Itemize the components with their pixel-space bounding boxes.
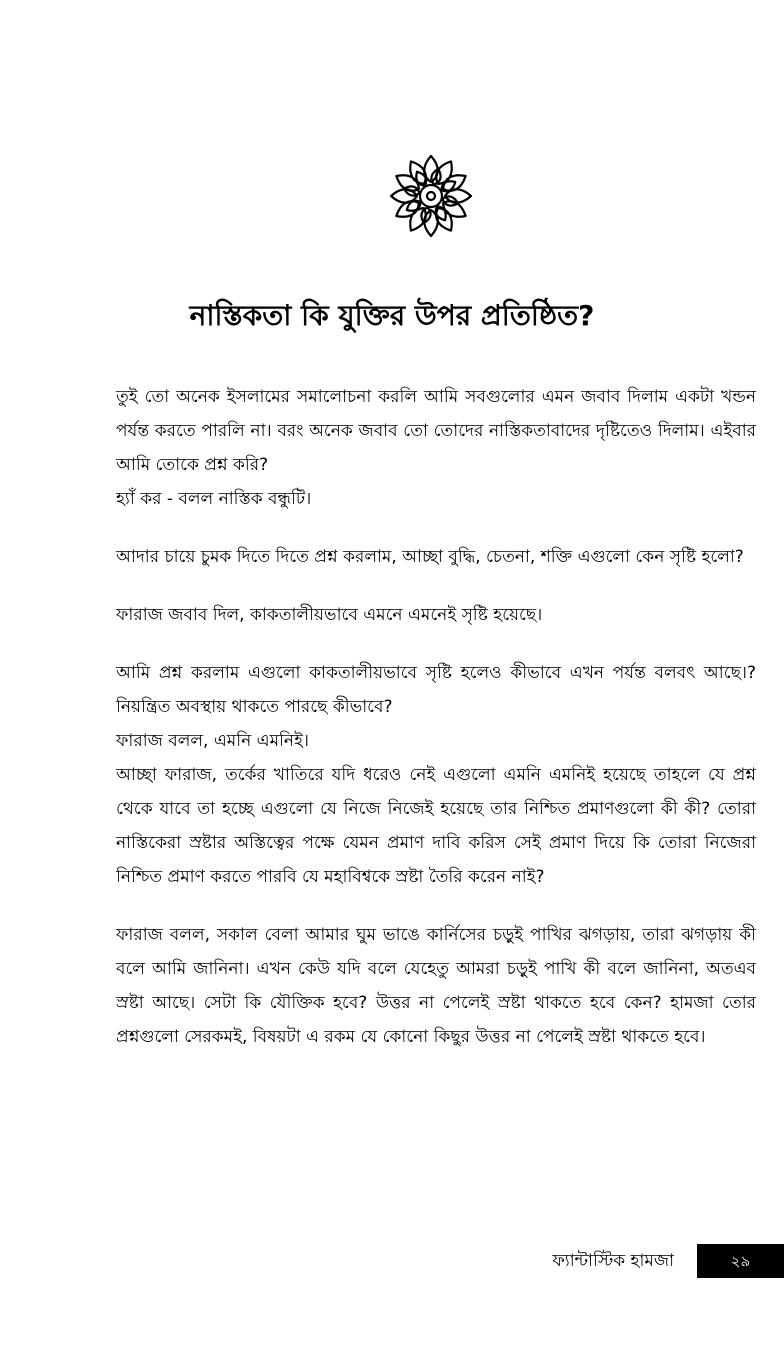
paragraph: আচ্ছা ফারাজ, তর্কের খাতিরে যদি ধরেও নেই এগুলো এমনি এমনিই হয়েছে তাহলে যে প্রশ্ন থেকে যাবে তা হচ্ছে এগুলো যে নিজে নিজেই হয়েছে তার নিশ্চিত প্রমাণগুলো কী কী? তোরা নাস্তিকেরা স্রষ্টার অস্তিত্বের পক্ষে যেমন প্রমাণ দাবি করিস সেই প্রমাণ দিয়ে কি তোরা নিজেরা নিশ্চিত প্রমাণ করতে পারবি যে মহাবিশ্বকে স্রষ্টা তৈরি করেন নাই? bbox=[116, 765, 756, 887]
page-footer bbox=[0, 1238, 784, 1284]
running-title: ফ্যান্টাস্টিক হামজা bbox=[552, 1251, 674, 1271]
page-number: ২৯ bbox=[697, 1244, 784, 1278]
paragraph: হ্যাঁ কর - বলল নাস্তিক বন্ধুটি। bbox=[116, 489, 312, 509]
paragraph: ফারাজ জবাব দিল, কাকতালীয়ভাবে এমনে এমনেই সৃষ্টি হয়েছে। bbox=[116, 605, 543, 625]
paragraph: আদার চায়ে চুমক দিতে দিতে প্রশ্ন করলাম, আচ্ছা বুদ্ধি, চেতনা, শক্তি এগুলো কেন সৃষ্টি হলো? bbox=[116, 547, 744, 567]
paragraph: ফারাজ বলল, এমনি এমনিই। bbox=[116, 731, 309, 751]
paragraph: তুই তো অনেক ইসলামের সমালোচনা করলি আমি সবগুলোর এমন জবাব দিলাম একটা খন্ডন পর্যন্ত করতে পারলি না। বরং অনেক জবাব তো তোদের নাস্তিকতাবাদের দৃষ্টিতেও দিলাম। এইবার আমি তোকে প্রশ্ন করি? bbox=[116, 387, 756, 475]
paragraph: আমি প্রশ্ন করলাম এগুলো কাকতালীয়ভাবে সৃষ্টি হলেও কীভাবে এখন পর্যন্ত বলবৎ আছে।? নিয়ন্ত্রিত অবস্থায় থাকতে পারছে কীভাবে? bbox=[116, 663, 756, 717]
lotus-flower-icon bbox=[385, 150, 477, 242]
paragraph: ফারাজ বলল, সকাল বেলা আমার ঘুম ভাঙে কার্নিসের চড়ুই পাখির ঝগড়ায়, তারা ঝগড়ায় কী বলে আমি জানিনা। এখন কেউ যদি বলে যেহেতু আমরা চড়ুই পাখি কী বলে জানিনা, অতএব স্রষ্টা আছে। সেটা কি যৌক্তিক হবে? উত্তর না পেলেই স্রষ্টা থাকতে হবে কেন? হামজা তোর প্রশ্নগুলো সেরকমই, বিষয়টা এ রকম যে কোনো কিছুর উত্তর না পেলেই স্রষ্টা থাকতে হবে। bbox=[116, 925, 756, 1047]
chapter-body bbox=[116, 380, 756, 1054]
chapter-title: নাস্তিকতা কি যুক্তির উপর প্রতিষ্ঠিত? bbox=[189, 299, 595, 332]
